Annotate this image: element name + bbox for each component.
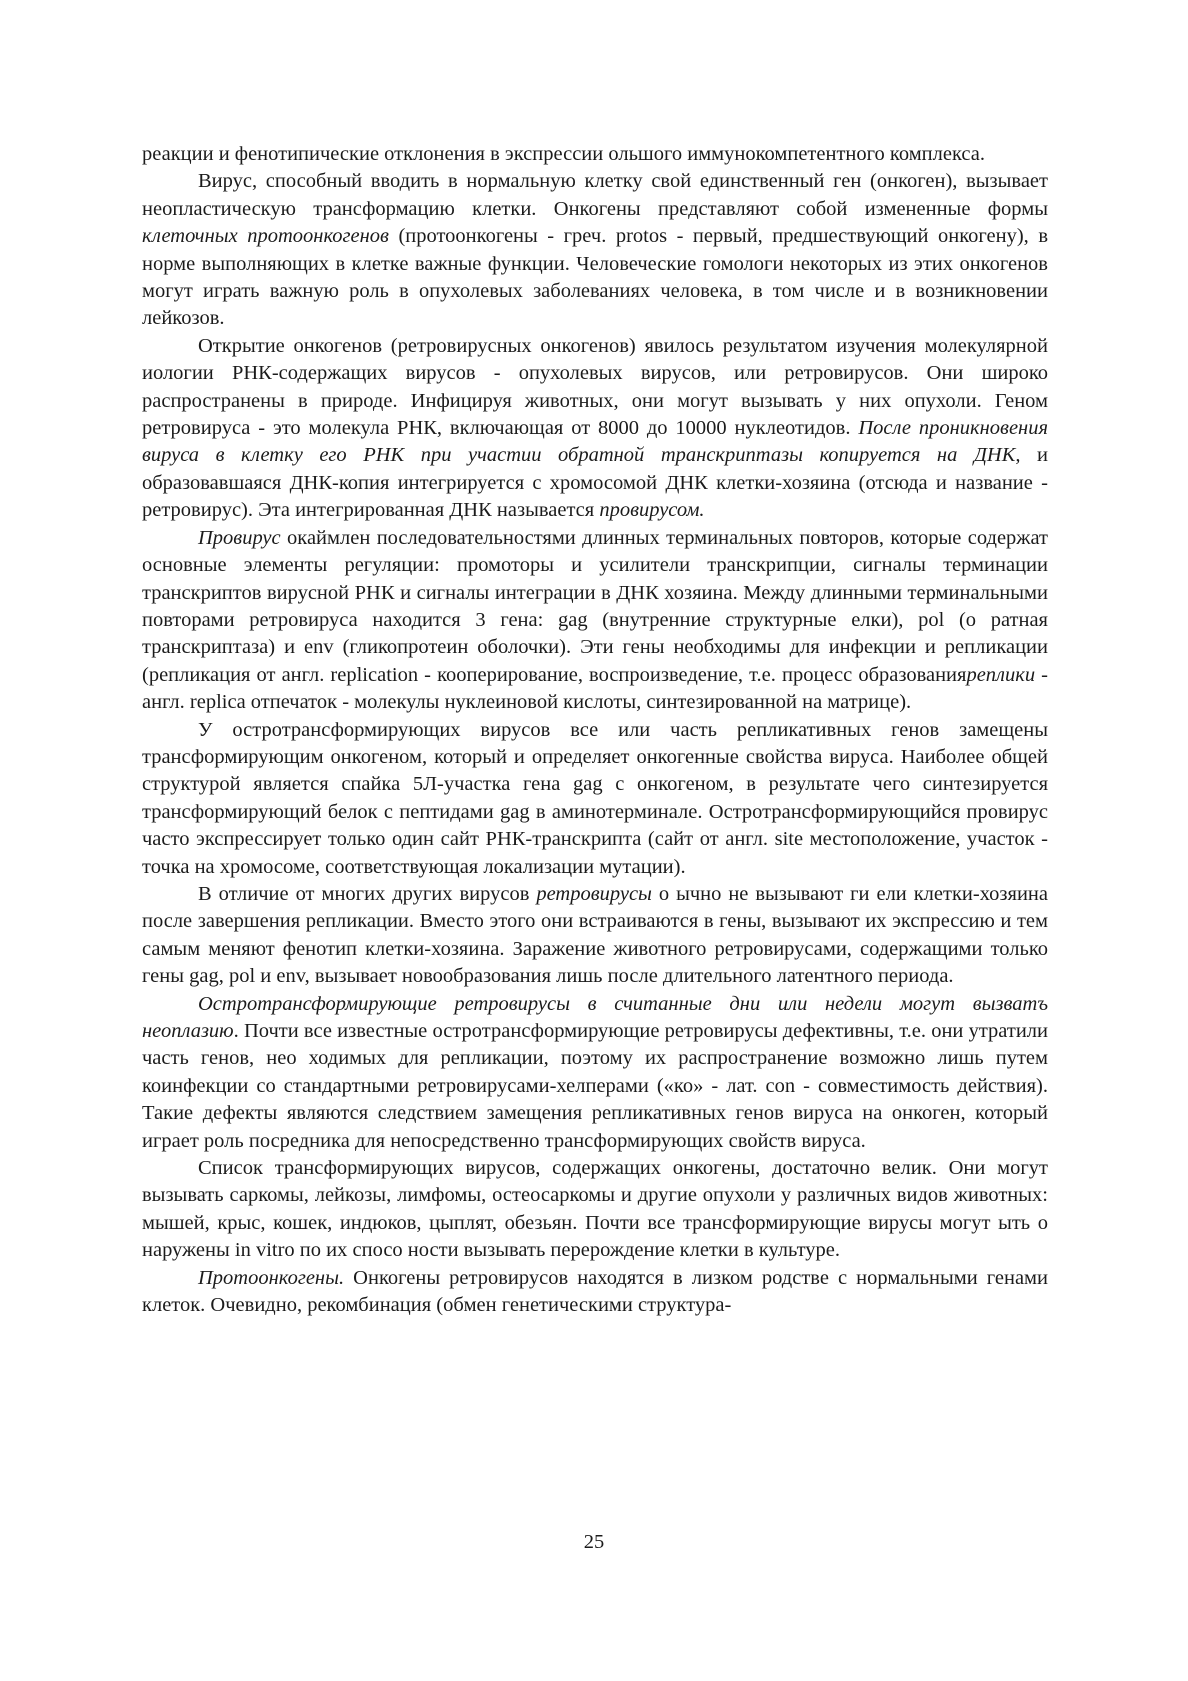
- italic-text-run: реплики: [966, 663, 1036, 686]
- paragraph: [142, 881, 1048, 991]
- text-run: окаймлен последовательностями длинных терминальных повторов, которые содержат основные элементы регуляции: промоторы и усилители транскрипции, сигналы терминации транскриптов вирусной РНК и сигналы интеграции в ДНК хозяина. Между длинными терминальными повторами ретровируса находится 3 гена: gag (внутренние структурные елки), pol (о ратная транскриптаза) и env (гликопротеин оболочки). Эти гены необходимы для инфекции и репликации (репликация от англ. replication - кооперирование, воспроизведение, т.е. процесс образования: [142, 526, 1048, 686]
- text-run: о ычно не вызывают ги ели клетки-хозяина после завершения репликации. Вместо этого они встраиваются в гены, вызывают их экспрессию и тем самым меняют фенотип клетки-хозяина. Заражение животного ретровирусами, содержащими только гены gag, pol и env, вызывает новообразования лишь после длительного латентного периода.: [142, 882, 1049, 988]
- italic-text-run: После проникновения вируса в клетку его РНК при участии обратной транскриптазы копируется на ДНК,: [142, 417, 1049, 467]
- document-page: [142, 141, 1048, 1319]
- italic-text-run: Провирус: [198, 526, 281, 549]
- paragraph: [142, 168, 1048, 332]
- paragraph: [142, 1155, 1048, 1265]
- text-run: В отличие от многих других вирусов: [198, 882, 537, 905]
- italic-text-run: ретровирусы: [536, 882, 652, 905]
- italic-text-run: Протоонкогены.: [198, 1266, 345, 1289]
- italic-text-run: провирусом.: [599, 499, 705, 522]
- text-run: Открытие онкогенов (ретровирусных онкогенов) явилось результатом изучения молекулярной иологии РНК-содержащих вирусов - опухолевых вирусов, или ретровирусов. Они широко распространены в природе. Инфицируя животных, они могут вызывать у них опухоли. Геном ретровируса - это молекула РНК, включающая от 8000 до 10000 нуклеотидов.: [142, 334, 1048, 440]
- text-run: (протоонкогены - греч. protos - первый, предшествующий онкогену), в норме выполняющих в клетке важные функции. Человеческие гомологи некоторых из этих онкогенов могут играть важную роль в опухолевых заболеваниях человека, в том числе и в возникновении лейкозов.: [142, 225, 1048, 330]
- paragraph: [142, 1265, 1048, 1320]
- page-number: 25: [583, 1531, 605, 1553]
- paragraph: [142, 991, 1048, 1155]
- paragraph: [142, 333, 1048, 525]
- text-run: Вирус, способный вводить в нормальную клетку свой единственный ген (онкоген), вызывает неопластическую трансформацию клетки. Онкогены представляют собой измененные формы: [142, 170, 1048, 220]
- italic-text-run: Остротрансформирующие ретровирусы в считанные дни или недели могут вызватъ неоплазию: [142, 992, 1048, 1042]
- paragraph: [142, 525, 1048, 717]
- italic-text-run: клеточных протоонкогенов: [142, 225, 389, 248]
- paragraph: [142, 717, 1048, 881]
- paragraph: [142, 141, 1048, 168]
- text-run: Список трансформирующих вирусов, содержащих онкогены, достаточно велик. Они могут вызывать саркомы, лейкозы, лимфомы, остеосаркомы и другие опухоли у различных видов животных: мышей, крыс, кошек, индюков, цыплят, обезьян. Почти все трансформирующие вирусы могут ыть о наружены in vitro по их спосо ности вызывать перерождение клетки в культуре.: [142, 1157, 1048, 1262]
- text-run: . Почти все известные остротрансформирующие ретровирусы дефективны, т.е. они утратили часть генов, нео ходимых для репликации, поэтому их распространение возможно лишь путем коинфекции со стандартными ретровирусами-хелперами («ко» - лат. con - совместимость действия). Такие дефекты являются следствием замещения репликативных генов вируса на онкоген, который играет роль посредника для непосредственно трансформирующих свойств вируса.: [142, 1020, 1048, 1152]
- text-run: - англ. replica отпечаток - молекулы нуклеиновой кислоты, синтезированной на матрице).: [142, 663, 1049, 714]
- text-run: реакции и фенотипические отклонения в экспрессии ольшого иммунокомпетентного комплекса.: [142, 143, 985, 165]
- text-run: Онкогены ретровирусов находятся в лизком родстве с нормальными генами клеток. Очевидно, рекомбинация (обмен генетическими структура-: [142, 1266, 1048, 1317]
- text-run: и образовавшаяся ДНК-копия интегрируется с хромосомой ДНК клетки-хозяина (отсюда и название - ретровирус). Эта интегрированная ДНК называется: [142, 444, 1048, 522]
- text-run: У остротрансформирующих вирусов все или часть репликативных генов замещены трансформирующим онкогеном, который и определяет онкогенные свойства вируса. Наиболее общей структурой является спайка 5Л-участка гена gag с онкогеном, в результате чего синтезируется трансформирующий белок с пептидами gag в аминотерминале. Остротрансформирующийся провирус часто экспрессирует только один сайт РНК-транскрипта (сайт от англ. site местоположение, участок - точка на хромосоме, соответствующая локализации мутации).: [142, 718, 1048, 878]
